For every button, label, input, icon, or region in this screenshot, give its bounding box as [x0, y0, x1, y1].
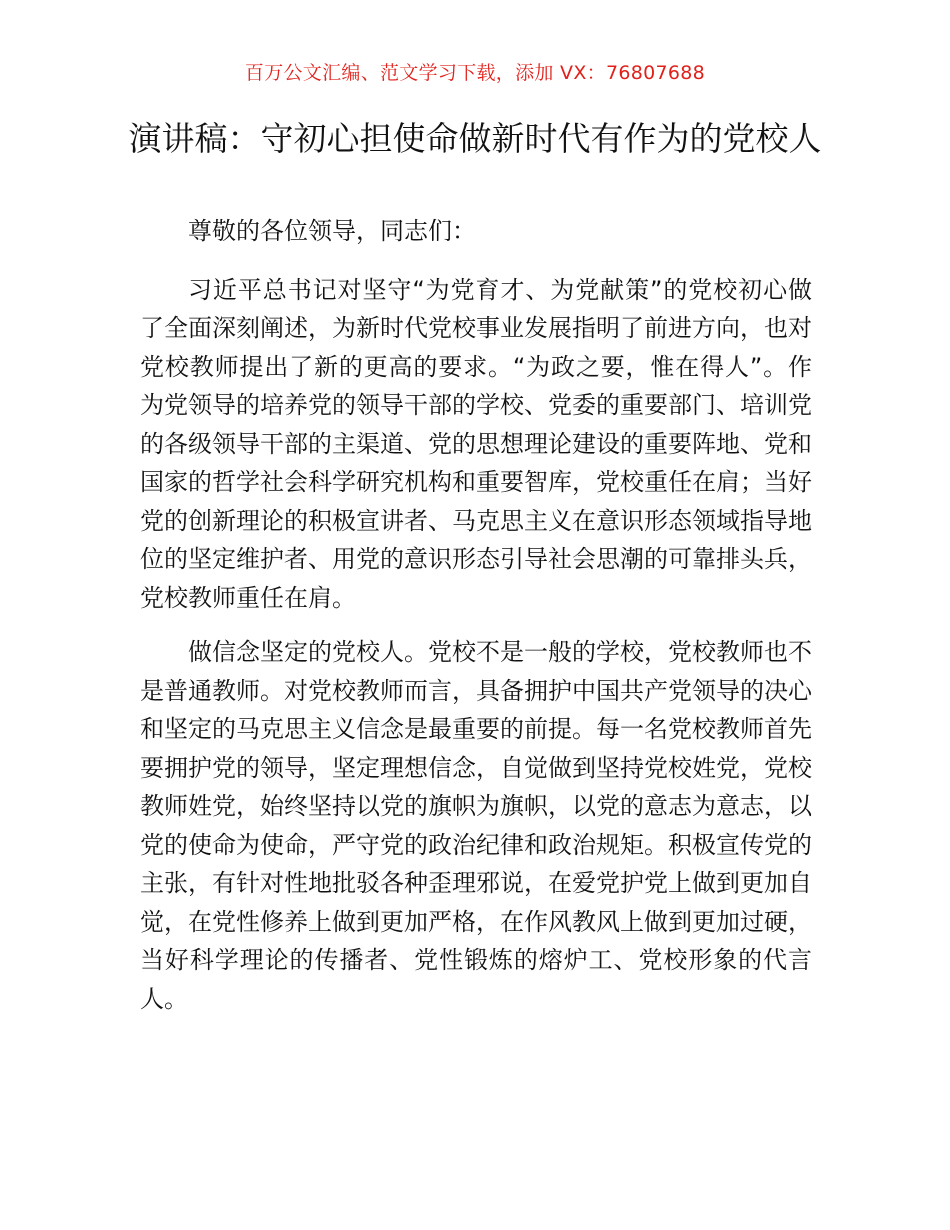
greeting: 尊敬的各位领导，同志们：: [188, 217, 476, 245]
header-banner: 百万公文汇编、范文学习下载，添加 VX：76807688: [244, 62, 706, 84]
document-title: 演讲稿：守初心担使命做新时代有作为的党校人: [128, 119, 822, 158]
paragraph-2: 做信念坚定的党校人。党校不是一般的学校，党校教师也不是普通教师。对党校教师而言，具备拥护中国共产党领导的决心和坚定的马克思主义信念是最重要的前提。每一名党校教师首先要拥护党的领导，坚定理想信念，自觉做到坚持党校姓党，党校教师姓党，始终坚持以党的旗帜为旗帜，以党的意志为意志，以党的使命为使命，严守党的政治纪律和政治规矩。积极宣传党的主张，有针对性地批驳各种歪理邪说，在爱党护党上做到更加自觉，在党性修养上做到更加严格，在作风教风上做到更加过硬，当好科学理论的传播者、党性锻炼的熔炉工、党校形象的代言人。: [140, 638, 812, 1013]
paragraph-1: 习近平总书记对坚守“为党育才、为党献策”的党校初心做了全面深刻阐述，为新时代党校事业发展指明了前进方向，也对党校教师提出了新的更高的要求。“为政之要，惟在得人”。作为党领导的培养党的领导干部的学校、党委的重要部门、培训党的各级领导干部的主渠道、党的思想理论建设的重要阵地、党和国家的哲学社会科学研究机构和重要智库，党校重任在肩；当好党的创新理论的积极宣讲者、马克思主义在意识形态领域指导地位的坚定维护者、用党的意识形态引导社会思潮的可靠排头兵，党校教师重任在肩。: [140, 275, 812, 612]
document-body: [140, 212, 812, 1034]
